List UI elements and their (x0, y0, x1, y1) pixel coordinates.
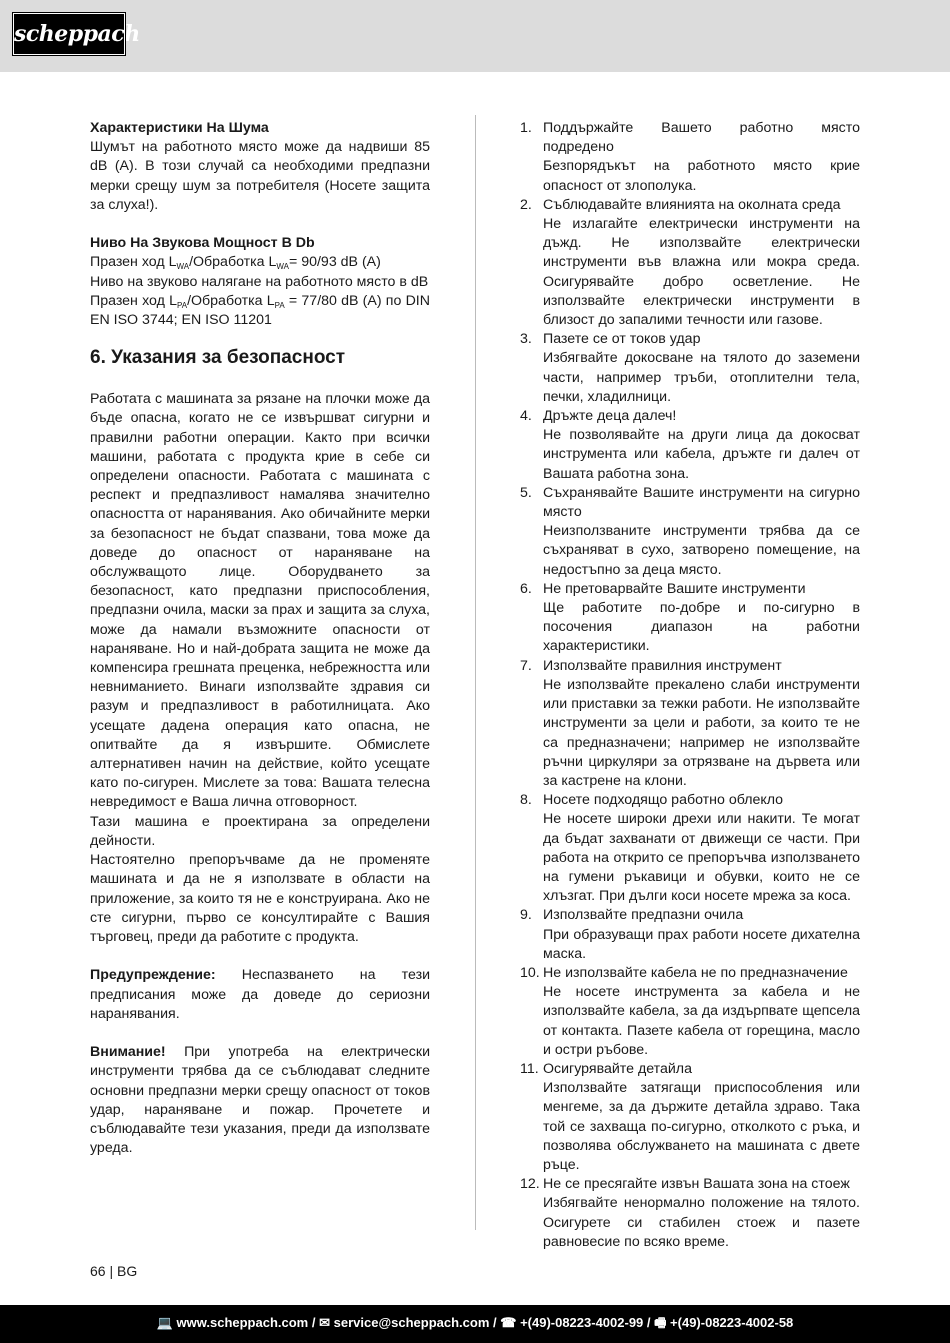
rule-title: Пазете се от токов удар (543, 331, 701, 348)
rule-number: 9. (520, 907, 532, 924)
rule-number: 10. (520, 964, 540, 981)
rule-number: 8. (520, 792, 532, 809)
computer-icon: 💻 (156, 1315, 173, 1330)
sound-line-3: Празен ход $L_{PA}$/Обработка $L_{PA} = 77/80$ dB (A) по DIN EN ISO 3744; EN ISO 11201 (90, 292, 430, 329)
rule-text: Не излагайте електрически инструменти на дъжд. Не използвайте електрически инструменти във влажна или мокра среда. Осигурявайте добро осветление. Не използвайте електрически инструменти в близост до запалими течности или газове. (543, 216, 860, 329)
safety-rule-item (520, 657, 860, 791)
safety-rule-item (520, 580, 860, 657)
rule-title: Носете подходящо работно облекло (543, 792, 784, 809)
rule-text: Не носете инструмента за кабела и не използвайте кабела, за да издърпвате щепсела от контакта. Пазете кабела от горещина, масло и остри ръбове. (543, 984, 860, 1058)
warning-paragraph: Предупреждение: Неспазването на тези предписания може да доведе до сериозни наранявания. (90, 967, 430, 1022)
rule-number: 12. (520, 1176, 540, 1193)
sound-line-1: Празен ход $L_{WA}$/Обработка $L_{WA}= 90/93$ dB (A) (90, 254, 381, 272)
safety-rule-item (520, 1060, 860, 1175)
rule-text: Не използвайте прекалено слаби инструменти или приставки за тежки работи. Не използвайте инструменти за цели и работи, за които те не са предназначени; например не използвайте ръчни циркуляри за отрязване на дървета или за кастрене на клони. (543, 676, 860, 789)
rule-number: 6. (520, 580, 532, 597)
rule-text: Избягвайте ненормално положение на тялото. Осигурете си стабилен стоеж и пазете равновесие по всяко време. (543, 1195, 860, 1250)
fax-icon: 🖷 (654, 1315, 667, 1330)
noise-title: Характеристики На Шума (90, 120, 269, 136)
sound-title: Ниво На Звукова Мощност В Db (90, 235, 315, 252)
rule-text: Избягвайте докосване на тялото до заземени части, например тръби, отоплителни тела, печки, хладилници. (543, 350, 860, 405)
rule-title: Съхранявайте Вашите инструменти на сигурно място (543, 484, 860, 521)
scheppach-logo: scheppach (13, 13, 125, 55)
rule-text: Не позволявайте на други лица да докосват инструмента или кабела, дръжте ги далеч от Вашата работна зона. (543, 427, 860, 482)
header-bar (0, 0, 950, 72)
rule-title: Осигурявайте детайла (543, 1060, 692, 1077)
website-link[interactable]: www.scheppach.com (176, 1315, 309, 1330)
section-title: 6. Указания за безопасност (90, 347, 346, 369)
noise-text: Шумът на работното място може да надвиши 85 dB (A). В този случай са необходими предпазни мерки срещу шум за потребителя (Носете защита за слуха!). (90, 139, 430, 213)
email-link[interactable]: service@scheppach.com (333, 1315, 490, 1330)
safety-rule-item (520, 964, 860, 1060)
safety-rule-item (520, 906, 860, 964)
rule-text: Не носете широки дрехи или накити. Те могат да бъдат захванати от движещи се части. При работа на открито се препоръчва използването на гумени ръкавици и обувки, които не се хлъзгат. При дълги коси носете мрежа за коса. (543, 811, 860, 905)
rule-text: Ще работите по-добре и по-сигурно в посочения диапазон на работни характеристики. (543, 600, 860, 655)
rule-number: 7. (520, 657, 532, 674)
mail-icon: ✉ (319, 1315, 330, 1330)
rule-text: Безпорядъкът на работното място крие опасност от злополука. (543, 158, 860, 194)
page-number: 66 | BG (90, 1263, 138, 1279)
phone-number: +(49)-08223-4002-99 (520, 1315, 644, 1330)
paragraph-3: Настоятелно препоръчваме да не променяте машината и да не я използвате в области на приложение, за които тя не е конструирана. Ако не сте сигурни, първо се консултирайте с Вашия търговец, преди да работите с продукта. (90, 852, 430, 945)
safety-rule-item (520, 196, 860, 330)
safety-rule-item (520, 119, 860, 196)
left-column (90, 119, 430, 1158)
rule-number: 5. (520, 484, 532, 501)
rule-text: Използвайте затягащи приспособления или менгеме, за да държите детайла здраво. Така той се захваща по-сигурно, отколкото с ръка, и позволява обслужването на машината с двете ръце. (543, 1080, 860, 1173)
rule-number: 3. (520, 331, 532, 348)
fax-number: +(49)-08223-4002-58 (670, 1315, 794, 1330)
rule-title: Използвайте предпазни очила (543, 907, 744, 924)
paragraph-2: Тази машина е проектирана за определени дейности. (90, 813, 430, 849)
phone-icon: ☎ (500, 1315, 517, 1330)
rule-number: 2. (520, 196, 532, 213)
safety-rule-item (520, 484, 860, 580)
sound-line-2: Ниво на звуково налягане на работното място в dB (90, 273, 429, 290)
paragraph-1: Работата с машината за рязане на плочки може да бъде опасна, когато не се извършват сигурни и правилни работни операции. Както при всички машини, работата с продукта крие в себе си определени опасности. Работата с машината с респект и предпазливост намалява значително опасността от наранявания. Ако обичайните мерки за безопасност не бъдат спазвани, това може да доведе до опасност от нараняване на обслужващото лице. Оборудването за безопасност, като предпазни приспособления, предпазни очила, маски за прах и защита за слуха, може да намали възможните опасности от нараняване. Но и най-добрата защита не може да компенсира грешната преценка, небрежността или невниманието. Винаги използвайте здравия си разум и предпазливост в работилницата. Ако усещате дадена операция като опасна, не опитвайте да я извършите. Обмислете алтернативен начин на действие, който усещате като по-сигурен. Мислете за това: Вашата телесна невредимост е Ваша лична отговорност. (90, 391, 430, 811)
column-divider (475, 115, 476, 1230)
rule-title: Поддържайте Вашето работно място подредено (543, 120, 860, 156)
safety-rule-item (520, 330, 860, 407)
rule-title: Не претоварвайте Вашите инструменти (543, 580, 806, 597)
rule-number: 1. (520, 120, 532, 136)
rule-number: 4. (520, 408, 532, 425)
safety-rules-list (520, 119, 860, 1252)
rule-title: Не използвайте кабела не по предназначение (543, 964, 848, 981)
rule-title: Използвайте правилния инструмент (543, 657, 782, 674)
rule-title: Съблюдавайте влиянията на околната среда (543, 196, 841, 213)
right-column (520, 119, 860, 1252)
safety-rule-item (520, 1175, 860, 1252)
rule-title: Дръжте деца далеч! (543, 408, 677, 425)
footer-bar: 💻 www.scheppach.com / ✉ service@scheppach.com / ☎ +(49)-08223-4002-99 / 🖷 +(49)-08223-4002-58 (0, 1305, 950, 1343)
safety-rule-item (520, 407, 860, 484)
rule-number: 11. (520, 1060, 539, 1077)
rule-title: Не се пресягайте извън Вашата зона на стоеж (543, 1176, 850, 1193)
safety-rule-item (520, 791, 860, 906)
rule-text: Неизползваните инструменти трябва да се съхраняват в сухо, затворено помещение, на недостъпно за деца място. (543, 523, 860, 578)
rule-text: При образуващи прах работи носете дихателна маска. (543, 926, 860, 962)
attention-paragraph: Внимание! При употреба на електрически инструменти трябва да се съблюдават следните основни предпазни мерки срещу опасност от токов удар, нараняване и пожар. Прочетете и съблюдавайте тези указания, преди да използвате уреда. (90, 1044, 430, 1157)
